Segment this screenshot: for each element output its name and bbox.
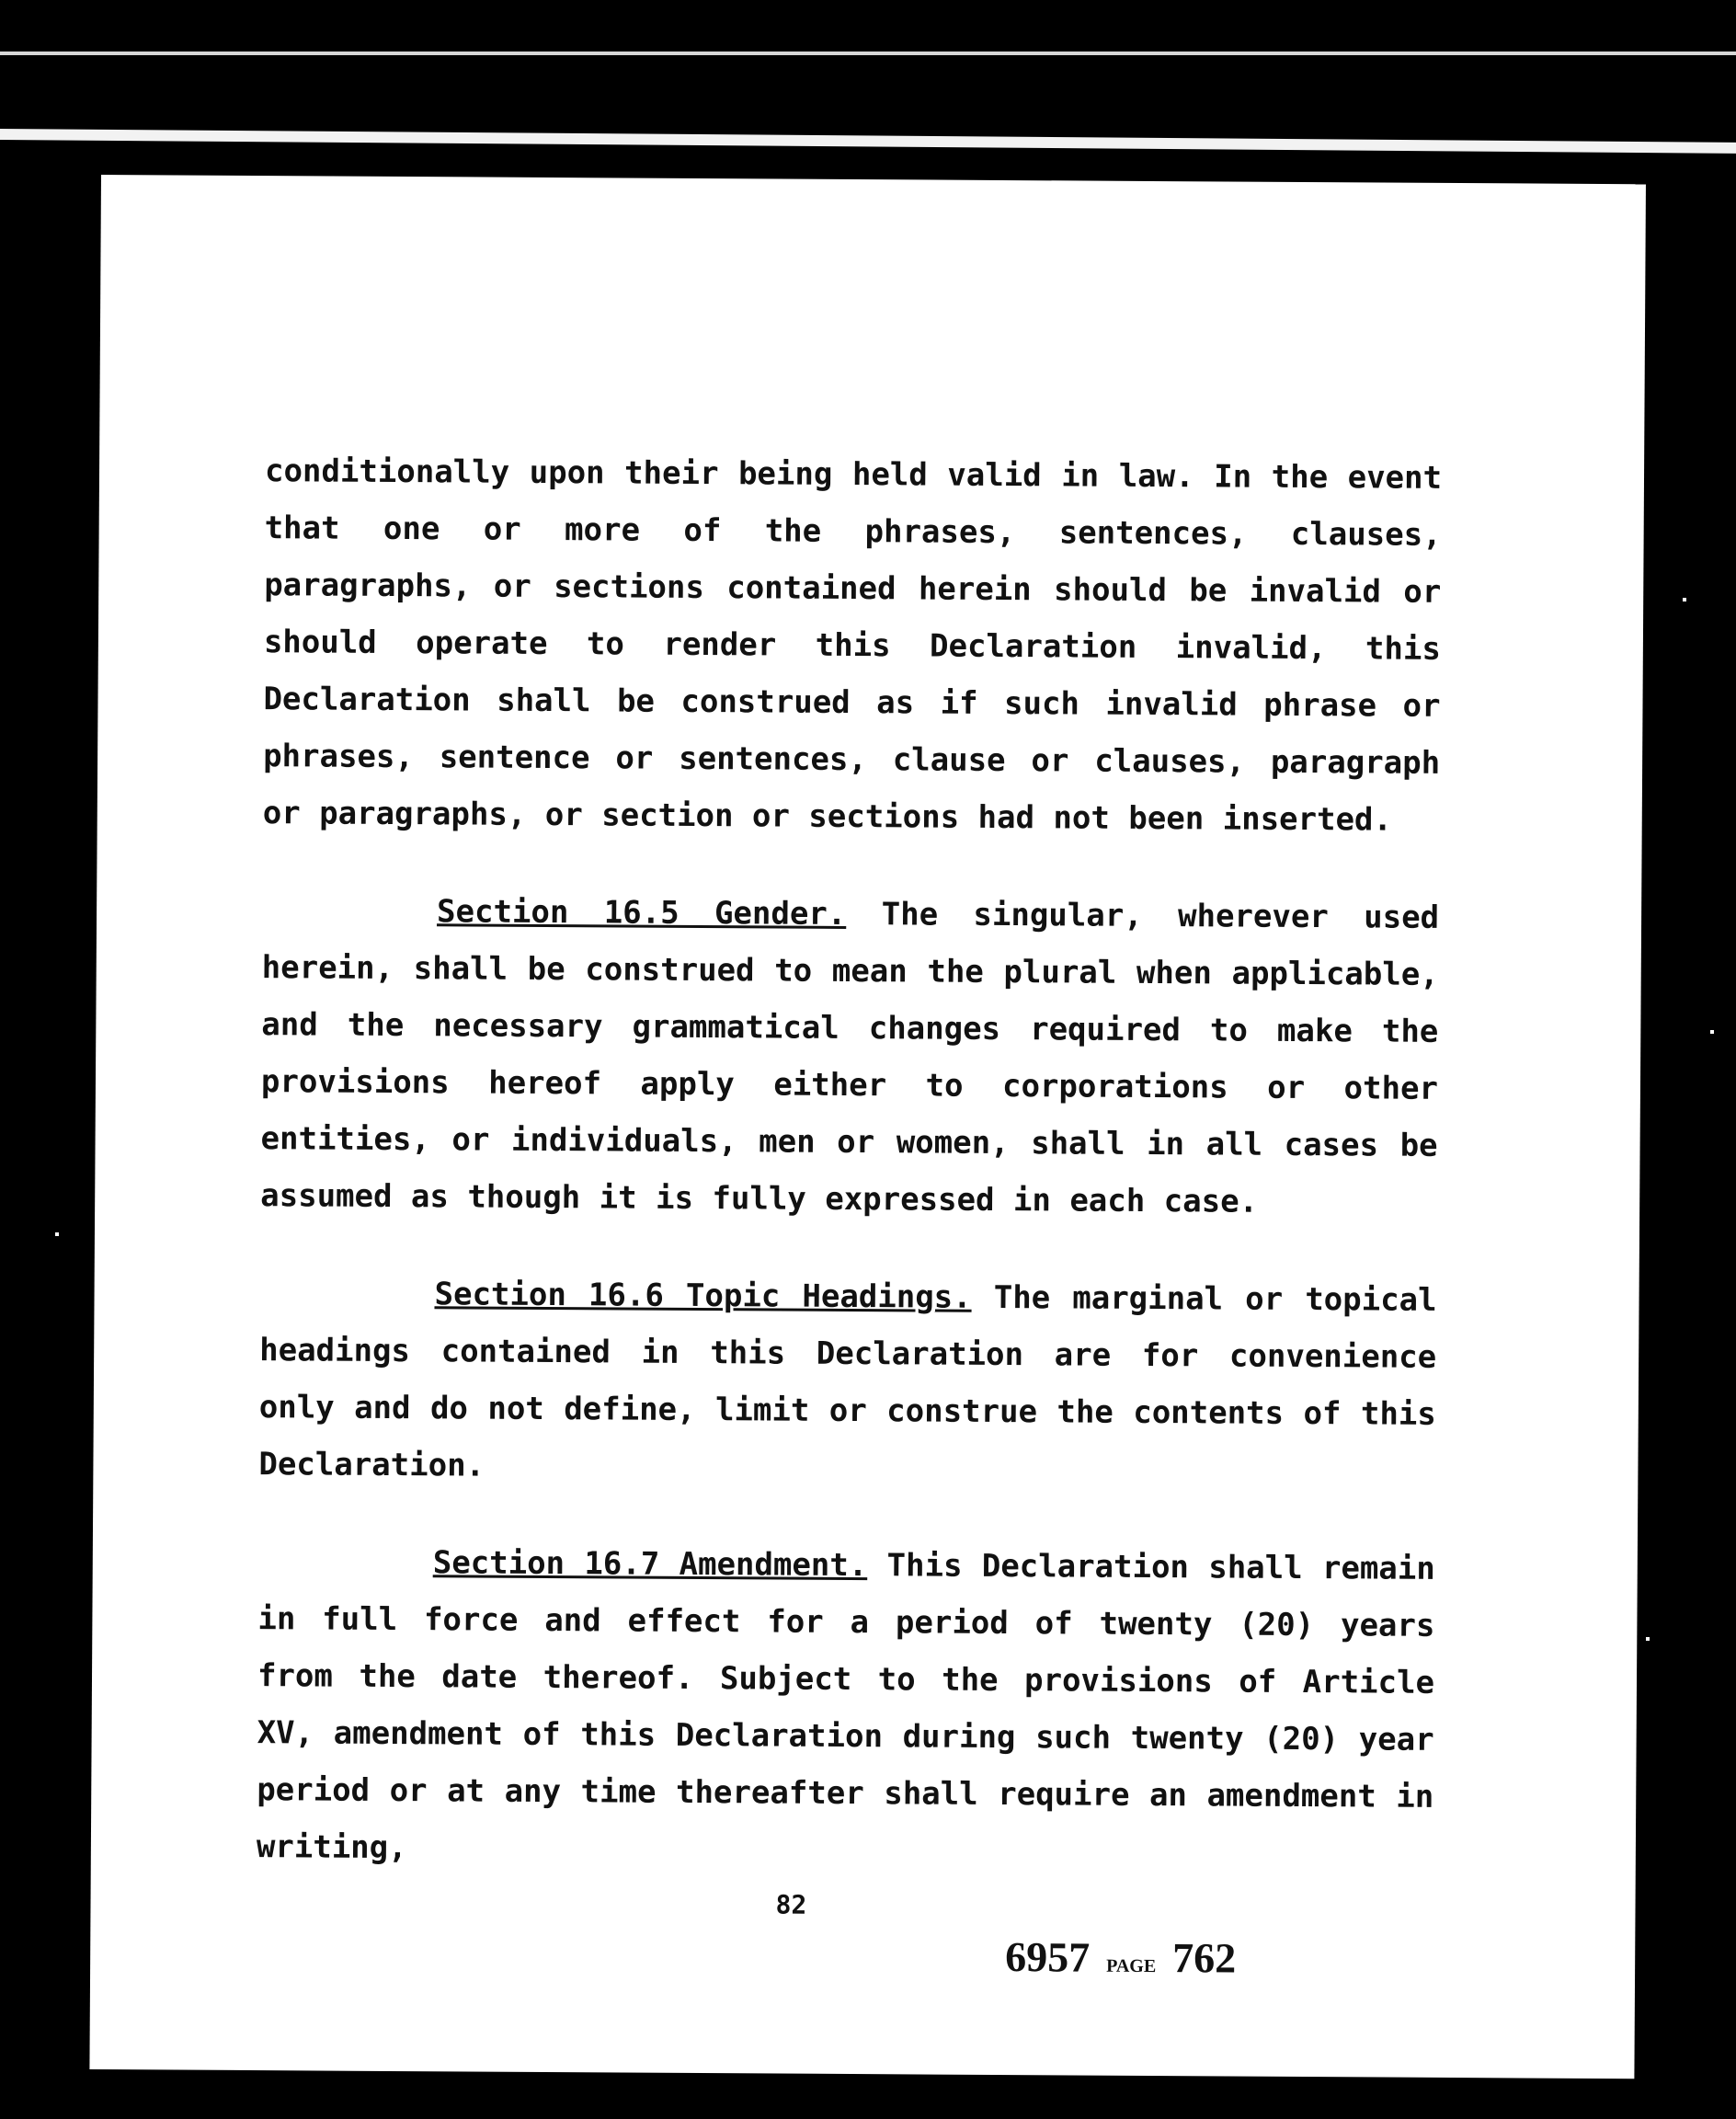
scan-speck	[1683, 598, 1686, 601]
scan-edge-top	[0, 52, 1736, 55]
scan-speck	[55, 1232, 59, 1236]
section-16-6	[258, 1265, 1436, 1500]
section-16-5	[260, 882, 1439, 1231]
page-label: PAGE	[1106, 1955, 1157, 1977]
section-heading: Section 16.5 Gender.	[436, 893, 847, 933]
section-16-7	[257, 1533, 1435, 1883]
section-heading: Section 16.7 Amendment.	[432, 1544, 868, 1585]
paragraph-text: conditionally upon their being held valid in law. In the event that one or more of the phrases, sentences, clauses, paragraphs, or sections contained herein should be invalid or should operate to render this Declaration invalid, this Declaration shall be construed as if such invalid phrase or phrases, sentence or sentences, clause or clauses, paragraph or paragraphs, or section or sections had not been inserted.	[262, 452, 1443, 839]
paragraph-text: The marginal or topical headings contained in this Declaration are for convenience only and do not define, limit or construe the contents of this Declaration.	[258, 1278, 1437, 1484]
scan-edge-band	[0, 129, 1736, 154]
paragraph-text: The singular, wherever used herein, shall be construed to mean the plural when applicable, and the necessary grammatical changes required to make the provisions hereof apply either to corporations or other entities, or individuals, men or women, shall in all cases be assumed as though it is fully expressed in each case.	[260, 895, 1440, 1220]
scan-speck	[1646, 1637, 1650, 1641]
book-page-number: 762	[1172, 1934, 1237, 1982]
page-number: 82	[775, 1889, 807, 1920]
paragraph-text: This Declaration shall remain in full force and effect for a period of twenty (20) years from the date thereof. Subject to the provisions of Article XV, amendment of this Declaration during such twenty (20) year period or at any time thereafter shall require an amendment in writing,	[256, 1547, 1435, 1867]
document-body	[256, 442, 1442, 1923]
paragraph-continuation	[263, 442, 1443, 849]
book-page-reference	[1005, 1932, 1236, 1983]
document-page	[89, 175, 1646, 2079]
scan-speck	[1710, 1030, 1714, 1034]
book-number: 6957	[1005, 1933, 1091, 1981]
section-heading: Section 16.6 Topic Headings.	[434, 1276, 972, 1316]
